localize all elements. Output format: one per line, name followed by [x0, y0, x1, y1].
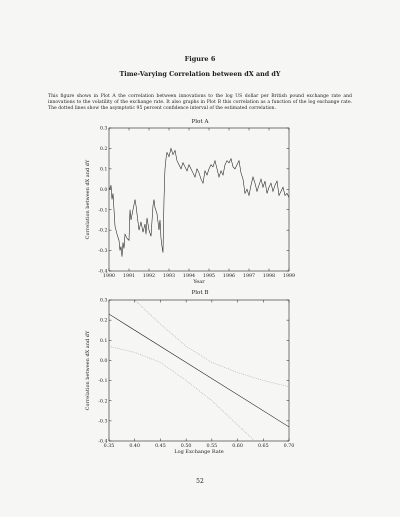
plot-a-xtick-label: 1998 [262, 274, 276, 279]
page-number: 52 [196, 478, 204, 485]
plot-b-ytick-label: -0.1 [98, 379, 108, 385]
plot-b-ytick-label: -0.3 [98, 419, 108, 425]
plot-b-xtick-label: 0.50 [180, 444, 192, 449]
plot-a-xtick-label: 1996 [222, 274, 236, 279]
plot-b-xtick-label: 0.45 [155, 444, 166, 449]
plot-b-xtick-label: 0.35 [103, 444, 115, 449]
plot-a-ytick-label: 0.3 [99, 126, 108, 132]
plot-b-xtick-label: 0.40 [129, 444, 141, 449]
plot-a-ytick-label: -0.4 [98, 269, 108, 275]
plot-b-ytick-label: 0.2 [99, 318, 108, 324]
plot-a-xtick-label: 1997 [242, 274, 256, 279]
plot-b-xtick-label: 0.65 [257, 444, 269, 449]
figure-label: Figure 6 [184, 55, 216, 63]
plot-b-ytick-label: 0.1 [99, 338, 108, 344]
plot-a-xtick-label: 1994 [182, 274, 196, 279]
figure-title: Time-Varying Correlation between dX and dY [119, 70, 281, 78]
plot-a-xtick-label: 1992 [142, 274, 156, 279]
plot-b-series-line-2 [109, 346, 289, 475]
plot-a-ytick-label: -0.1 [98, 208, 108, 214]
plot-b-ytick-label: -0.4 [98, 439, 108, 445]
plot-b-ytick-label: 0.0 [99, 359, 108, 365]
plot-a-xtick-label: 1993 [162, 274, 176, 279]
plot-a-xlabel: Year [193, 279, 205, 285]
plot-a-ytick-label: -0.3 [98, 249, 108, 255]
plot-b-ytick-label: 0.3 [99, 298, 108, 304]
plot-b-series-line-1 [109, 268, 289, 387]
plot-b-ylabel: Correlation between dX and dY [85, 330, 91, 411]
plot-a-ylabel: Correlation between dX and dY [85, 159, 91, 240]
figure-caption: This figure shows in Plot A the correlation between innovations to the log US dollar per British pound exchange rate and innovations to the volatility of the exchange rate. It also graphs in Plot B this correlation as a function of the log exchange rate. The dotted lines show the asymptotic 95 percent confidence interval of the estimated correlation. [48, 94, 352, 111]
plot-a-ytick-label: 0.0 [99, 187, 108, 193]
plot-b-ytick-label: -0.2 [98, 399, 108, 405]
plot-a-ytick-label: -0.2 [98, 228, 108, 234]
plot-a-ytick-label: 0.1 [99, 167, 108, 173]
plot-a-xtick-label: 1999 [282, 274, 296, 279]
plot-b-xlabel: Log Exchange Rate [174, 449, 224, 455]
plot-a-ytick-label: 0.2 [99, 147, 108, 153]
plot-a-title: Plot A [191, 119, 209, 125]
plot-a-xtick-label: 1995 [202, 274, 216, 279]
plot-b-xtick-label: 0.70 [283, 444, 295, 449]
plot-b-xtick-label: 0.60 [232, 444, 243, 449]
plot-b-title: Plot B [191, 290, 209, 296]
plot-a-xtick-label: 1991 [122, 274, 136, 279]
plot-a-xtick-label: 1990 [102, 274, 116, 279]
plot-b-series-line-0 [109, 314, 289, 427]
plot-b-xtick-label: 0.55 [206, 444, 218, 449]
